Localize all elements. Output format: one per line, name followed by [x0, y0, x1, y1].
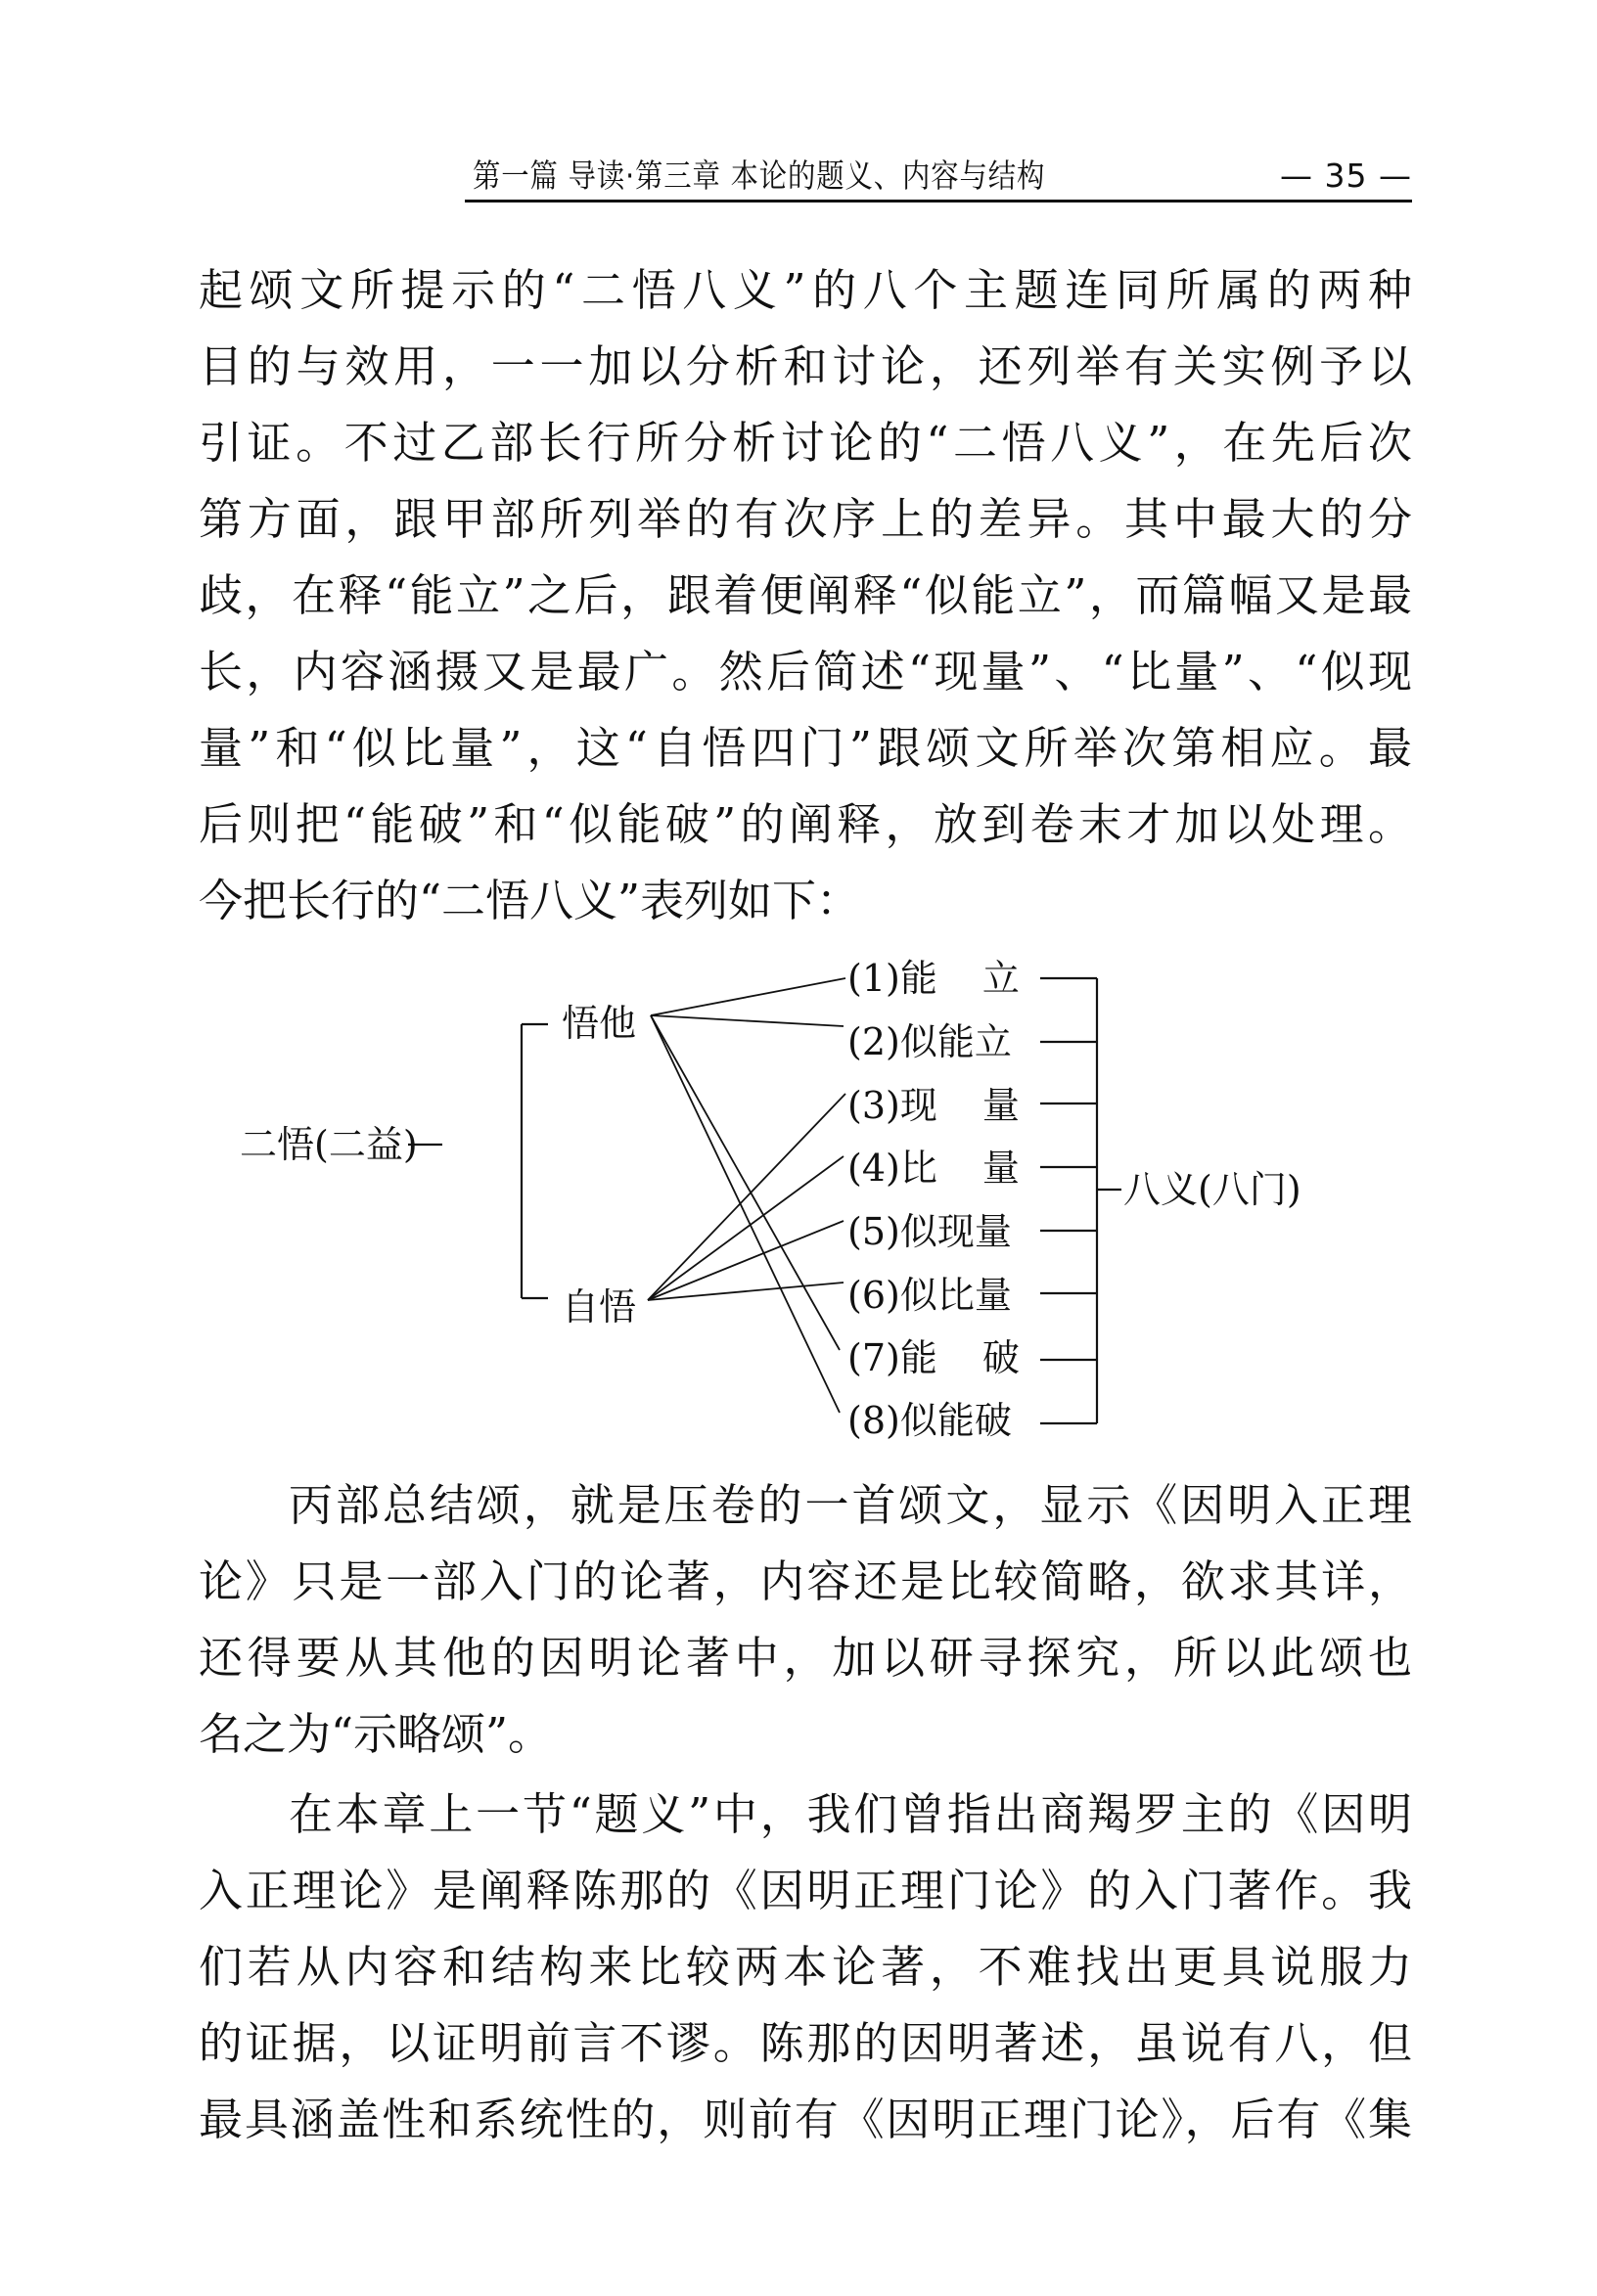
text-line: 起颂文所提示的“二悟八义”的八个主题连同所属的两种 [199, 264, 1412, 316]
text-line: 今把长行的“二悟八义”表列如下： [199, 875, 861, 926]
branch-label-self: 自悟 [562, 1285, 637, 1328]
paragraph-3 [199, 1777, 1412, 2158]
item-name: 似能立 [899, 1020, 1012, 1063]
connector-others-to-item-1 [651, 978, 845, 1015]
item-number: (6) [847, 1274, 900, 1317]
branch-label-others: 悟他 [562, 1002, 637, 1045]
item-number: (1) [847, 957, 900, 1000]
item-name: 现量 [899, 1084, 1065, 1127]
connector-self-to-item-3 [648, 1094, 845, 1300]
group-label: 八义(八门) [1123, 1168, 1301, 1211]
item-number: (3) [847, 1084, 900, 1127]
text-line: 歧，在释“能立”之后，跟着便阐释“似能立”，而篇幅又是最 [199, 569, 1412, 621]
header-rule [465, 200, 1412, 203]
paragraph-1 [199, 252, 1412, 939]
diagram-item [847, 1399, 1053, 1442]
item-number: (8) [847, 1399, 900, 1442]
text-line: 目的与效用，一一加以分析和讨论，还列举有关实例予以 [199, 340, 1412, 392]
item-name: 似能破 [899, 1399, 1012, 1442]
root-label: 二悟(二益) [240, 1123, 418, 1166]
item-number: (4) [847, 1147, 900, 1190]
item-name: 能立 [899, 957, 1065, 1000]
text-line: 第方面，跟甲部所列举的有次序上的差异。其中最大的分 [199, 493, 1412, 545]
text-line: 的证据，以证明前言不谬。陈那的因明著述，虽说有八，但 [199, 2017, 1412, 2069]
connector-self-to-item-4 [648, 1156, 844, 1300]
diagram-item [847, 1147, 1065, 1190]
running-header [465, 155, 1412, 198]
paragraph-2 [199, 1467, 1412, 1773]
connector-others-to-item-2 [651, 1015, 844, 1026]
item-name: 能破 [899, 1336, 1065, 1379]
connector-self-to-item-5 [648, 1221, 844, 1300]
diagram-item [847, 1336, 1065, 1379]
text-line: 后则把“能破”和“似能破”的阐释，放到卷末才加以处理。 [199, 798, 1412, 850]
item-number: (5) [847, 1210, 900, 1253]
text-line: 入正理论》是阐释陈那的《因明正理门论》的入门著作。我 [199, 1865, 1412, 1916]
item-number: (2) [847, 1020, 900, 1063]
text-line: 引证。不过乙部长行所分析讨论的“二悟八义”，在先后次 [199, 417, 1412, 469]
text-line: 量”和“似比量”，这“自悟四门”跟颂文所举次第相应。最 [199, 722, 1412, 774]
connector-others-to-item-7 [651, 1015, 840, 1350]
diagram-item [847, 957, 1065, 1000]
text-line: 最具涵盖性和系统性的，则前有《因明正理门论》，后有《集 [199, 2093, 1412, 2145]
diagram-item [847, 1210, 1053, 1253]
text-line: 名之为“示略颂”。 [199, 1708, 553, 1760]
text-line: 在本章上一节“题义”中，我们曾指出商羯罗主的《因明 [289, 1788, 1412, 1840]
diagram-item [847, 1274, 1053, 1317]
text-line: 长，内容涵摄又是最广。然后简述“现量”、“比量”、“似现 [199, 646, 1412, 698]
text-line: 还得要从其他的因明论著中，加以研寻探究，所以此颂也 [199, 1632, 1412, 1684]
page-number: — 35 — [1280, 157, 1412, 195]
text-line: 丙部总结颂，就是压卷的一首颂文，显示《因明入正理 [289, 1479, 1412, 1531]
text-line: 论》只是一部入门的论著，内容还是比较简略，欲求其详， [199, 1555, 1412, 1607]
text-line: 们若从内容和结构来比较两本论著，不难找出更具说服力 [199, 1941, 1412, 1993]
item-name: 似比量 [899, 1274, 1012, 1317]
item-name: 比量 [899, 1147, 1065, 1190]
item-number: (7) [847, 1336, 900, 1379]
connector-self-to-item-6 [648, 1283, 844, 1300]
diagram-item [847, 1084, 1065, 1127]
item-name: 似现量 [899, 1210, 1012, 1253]
connector-others-to-item-8 [651, 1015, 840, 1413]
header-title: 第一篇 导读·第三章 本论的题义、内容与结构 [473, 157, 1046, 195]
diagram-item [847, 1020, 1053, 1063]
